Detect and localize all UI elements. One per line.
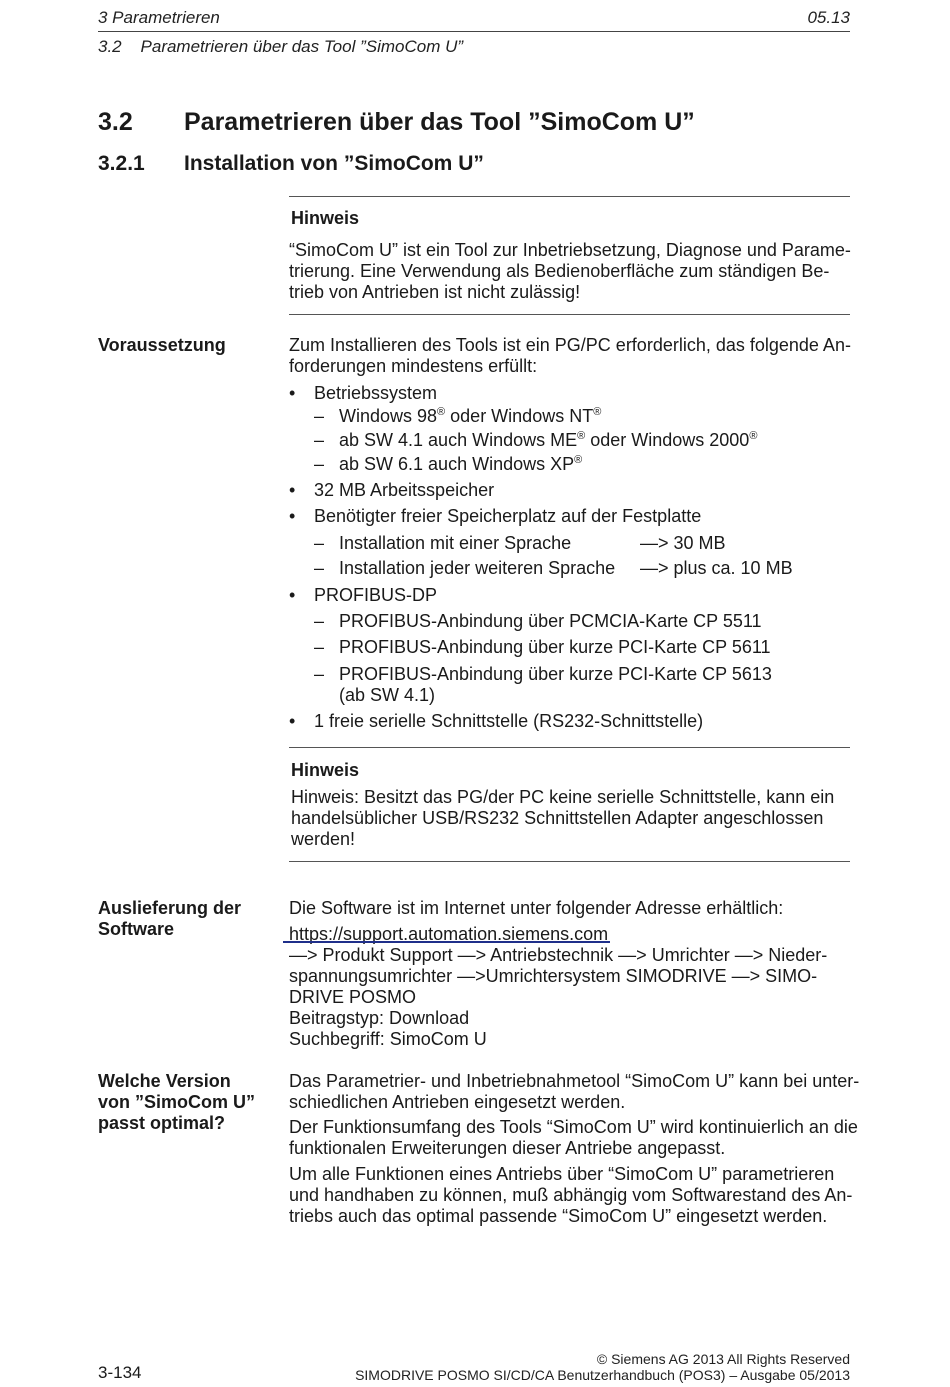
version-side-line: von ”SimoCom U” — [98, 1092, 256, 1112]
note2-bottom-rule — [289, 861, 850, 862]
profibus-item-1 — [314, 611, 762, 632]
registered-mark: ® — [593, 406, 602, 418]
delivery-side-label — [98, 898, 241, 940]
prereq-side-label: Voraussetzung — [98, 335, 226, 355]
dash: – — [314, 637, 325, 657]
header-rule — [98, 31, 850, 32]
note2-title: Hinweis — [291, 760, 360, 780]
registered-mark: ® — [574, 454, 583, 466]
delivery-side-line: Software — [98, 919, 175, 939]
note2-line: handelsüblicher USB/RS232 Schnittstellen Adapter angeschlossen — [291, 808, 824, 828]
heading2-number: 3.2.1 — [98, 152, 145, 175]
disk-item-2 — [314, 558, 615, 579]
disk-item-2-value: —> plus ca. 10 MB — [640, 558, 793, 578]
prereq-intro-line: Zum Installieren des Tools ist ein PG/PC erforderlich, das folgende An- — [289, 335, 851, 355]
delivery-side-line: Auslieferung der — [98, 898, 242, 918]
bullet-os — [289, 383, 437, 404]
note1-bottom-rule — [289, 314, 850, 315]
bullet-ram-text: 32 MB Arbeitsspeicher — [314, 480, 495, 500]
bullet-dot: • — [289, 480, 296, 500]
note2-line: werden! — [291, 829, 356, 849]
dash: – — [314, 406, 325, 426]
bullet-dot: • — [289, 506, 296, 526]
bullet-serial-text: 1 freie serielle Schnittstelle (RS232-Schnittstelle) — [314, 711, 704, 731]
dash: – — [314, 558, 325, 578]
version-line: Der Funktionsumfang des Tools “SimoCom U” wird kontinuierlich an die — [289, 1117, 858, 1137]
prereq-intro-line: forderungen mindestens erfüllt: — [289, 356, 538, 376]
bullet-profibus-text: PROFIBUS-DP — [314, 585, 438, 605]
os-item-text: oder Windows 2000 — [585, 430, 750, 450]
bullet-disk — [289, 506, 701, 527]
version-line: Das Parametrier- und Inbetriebnahmetool “SimoCom U” kann bei unter- — [289, 1071, 860, 1091]
disk-item-label: Installation mit einer Sprache — [339, 533, 572, 553]
note1-title: Hinweis — [291, 208, 360, 228]
bullet-os-text: Betriebssystem — [314, 383, 438, 403]
bullet-ram — [289, 480, 494, 501]
heading1-number: 3.2 — [98, 108, 133, 136]
note1-line: “SimoCom U” ist ein Tool zur Inbetriebsetzung, Diagnose und Parame- — [289, 240, 851, 260]
version-paragraph-3 — [289, 1164, 852, 1227]
bullet-dot: • — [289, 711, 296, 731]
note1-line: trierung. Eine Verwendung als Bedienoberfläche zum ständigen Be- — [289, 261, 830, 281]
dash: – — [314, 533, 325, 553]
dash: – — [314, 611, 325, 631]
os-item-text: oder Windows NT — [445, 406, 594, 426]
delivery-path-line: —> Produkt Support —> Antriebstechnik —> Umrichter —> Nieder- — [289, 945, 828, 965]
delivery-search: Suchbegriff: SimoCom U — [289, 1029, 487, 1049]
profibus-item-3 — [314, 664, 772, 685]
os-item-text: Windows 98 — [339, 406, 438, 426]
os-item-1 — [314, 406, 601, 427]
profibus-item-text: PROFIBUS-Anbindung über kurze PCI-Karte CP 5613 — [339, 664, 772, 684]
note2-text — [291, 787, 834, 850]
note1-text — [289, 240, 851, 303]
heading1-title: Parametrieren über das Tool ”SimoCom U” — [184, 108, 695, 136]
delivery-path-line: spannungsumrichter —>Umrichtersystem SIMODRIVE —> SIMO- — [289, 966, 818, 986]
prereq-intro — [289, 335, 851, 377]
bullet-serial — [289, 711, 703, 732]
version-paragraph-2 — [289, 1117, 858, 1159]
version-line: triebs auch das optimal passende “SimoCom U” eingesetzt werden. — [289, 1206, 828, 1226]
os-item-text: ab SW 4.1 auch Windows ME — [339, 430, 578, 450]
version-side-label — [98, 1071, 255, 1134]
running-header-chapter: 3 Parametrieren — [98, 8, 220, 27]
disk-item-1-value: —> 30 MB — [640, 533, 726, 553]
delivery-path — [289, 945, 827, 1050]
disk-item-1 — [314, 533, 571, 554]
page-number: 3-134 — [98, 1363, 142, 1382]
os-item-3 — [314, 454, 582, 475]
bullet-dot: • — [289, 585, 296, 605]
footer-document: SIMODRIVE POSMO SI/CD/CA Benutzerhandbuch (POS3) – Ausgabe 05/2013 — [355, 1367, 850, 1383]
heading2-title: Installation von ”SimoCom U” — [184, 152, 484, 175]
dash: – — [314, 664, 325, 684]
running-header-date: 05.13 — [807, 8, 850, 27]
version-paragraph-1 — [289, 1071, 859, 1113]
delivery-path-line: DRIVE POSMO — [289, 987, 417, 1007]
os-item-text: ab SW 6.1 auch Windows XP — [339, 454, 575, 474]
os-item-2 — [314, 430, 757, 451]
note2-top-rule — [289, 747, 850, 748]
profibus-item-text: PROFIBUS-Anbindung über PCMCIA-Karte CP 5511 — [339, 611, 762, 631]
bullet-disk-text: Benötigter freier Speicherplatz auf der Festplatte — [314, 506, 702, 526]
note2-line: Hinweis: Besitzt das PG/der PC keine serielle Schnittstelle, kann ein — [291, 787, 835, 807]
bullet-dot: • — [289, 383, 296, 403]
version-side-line: Welche Version — [98, 1071, 231, 1091]
delivery-url-link[interactable]: https://support.automation.siemens.com — [289, 924, 609, 944]
running-header-section: 3.2 Parametrieren über das Tool ”SimoCom U” — [98, 37, 464, 56]
version-line: schiedlichen Antrieben eingesetzt werden. — [289, 1092, 626, 1112]
version-line: und handhaben zu können, muß abhängig vom Softwarestand des An- — [289, 1185, 853, 1205]
note1-line: trieb von Antrieben ist nicht zulässig! — [289, 282, 581, 302]
profibus-item-3-cont: (ab SW 4.1) — [339, 685, 436, 705]
version-side-line: passt optimal? — [98, 1113, 226, 1133]
url-underline — [283, 941, 610, 943]
registered-mark: ® — [437, 406, 446, 418]
registered-mark: ® — [749, 430, 758, 442]
footer-copyright: © Siemens AG 2013 All Rights Reserved — [596, 1351, 850, 1367]
profibus-item-2 — [314, 637, 771, 658]
registered-mark: ® — [577, 430, 586, 442]
disk-item-label: Installation jeder weiteren Sprache — [339, 558, 616, 578]
delivery-intro: Die Software ist im Internet unter folgender Adresse erhältlich: — [289, 898, 784, 918]
bullet-profibus — [289, 585, 437, 606]
dash: – — [314, 430, 325, 450]
profibus-item-text: PROFIBUS-Anbindung über kurze PCI-Karte CP 5611 — [339, 637, 771, 657]
delivery-type: Beitragstyp: Download — [289, 1008, 470, 1028]
dash: – — [314, 454, 325, 474]
version-line: funktionalen Erweiterungen dieser Antriebe angepasst. — [289, 1138, 726, 1158]
version-line: Um alle Funktionen eines Antriebs über “SimoCom U” parametrieren — [289, 1164, 835, 1184]
note1-top-rule — [289, 196, 850, 197]
